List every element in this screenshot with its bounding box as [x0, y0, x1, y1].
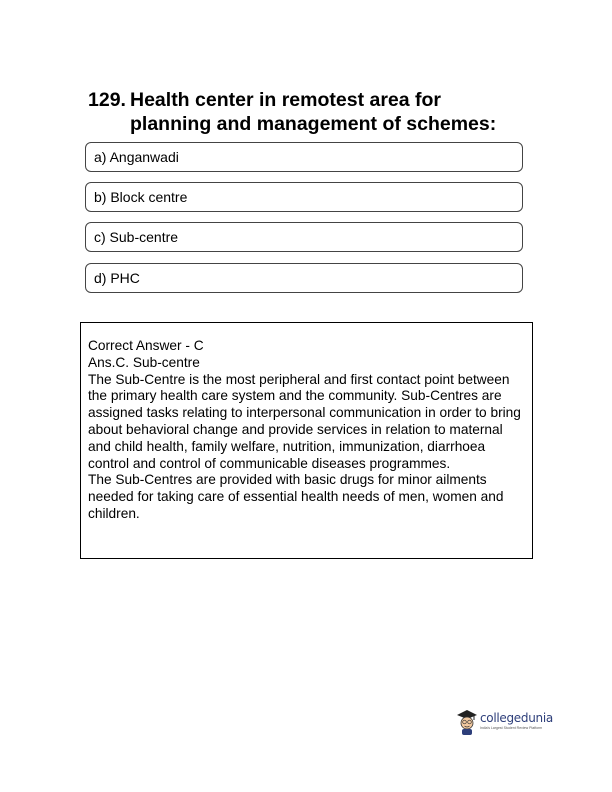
- option-c[interactable]: c) Sub-centre: [85, 222, 523, 252]
- explanation-paragraph-1: The Sub-Centre is the most peripheral and first contact point between the primary health care system and the community. Sub-Centres are assigned tasks relating to interpersonal communication in order to bring about behavioral change and provide services in relation to maternal and child health, family welfare, nutrition, immunization, diarrhoea control and control of communicable diseases programmes.: [88, 371, 521, 471]
- student-mascot-icon: [456, 708, 478, 736]
- option-b[interactable]: b) Block centre: [85, 182, 523, 212]
- answer-explanation-box: [80, 322, 533, 559]
- correct-answer-label: Correct Answer - C: [88, 338, 204, 353]
- collegedunia-logo: [456, 708, 574, 738]
- question-text-line-1: Health center in remotest area for: [130, 89, 442, 111]
- option-d[interactable]: d) PHC: [85, 263, 523, 293]
- question-number: 129.: [88, 89, 126, 111]
- option-a[interactable]: a) Anganwadi: [85, 142, 523, 172]
- brand-name: collegedunia: [480, 711, 553, 725]
- question-text-line-2: planning and management of schemes:: [130, 113, 497, 135]
- explanation-paragraph-2: The Sub-Centres are provided with basic drugs for minor ailments needed for taking care of essential health needs of men, women and children.: [88, 472, 504, 521]
- answer-line: Ans.C. Sub-centre: [88, 354, 200, 370]
- brand-tagline: India's Largest Student Review Platform: [480, 726, 543, 730]
